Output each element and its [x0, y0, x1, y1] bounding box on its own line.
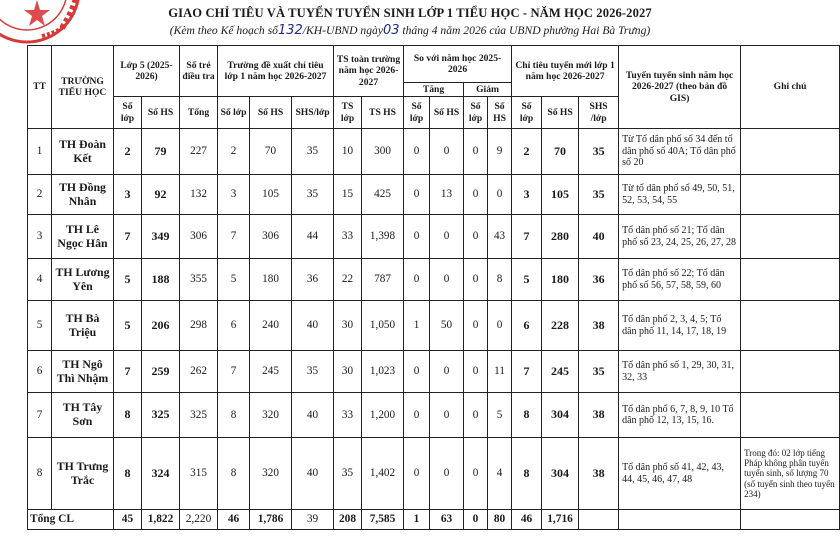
- sub-header-cell: Số lớp: [404, 97, 430, 129]
- cell-tt: 6: [28, 351, 52, 393]
- cell-note: [741, 259, 840, 301]
- cell-cls: 3: [114, 175, 142, 215]
- cell-tt: 7: [28, 393, 52, 438]
- cell-inc-cls: 0: [404, 175, 430, 215]
- cell-hs: 324: [142, 438, 180, 510]
- cell-inc-hs: 0: [430, 393, 464, 438]
- total-cell-t-shs: [579, 510, 619, 530]
- enrollment-table: [27, 45, 840, 530]
- total-cell-t-cls: 46: [512, 510, 542, 530]
- cell-t-hs: 304: [542, 438, 579, 510]
- cell-hs: 92: [142, 175, 180, 215]
- cell-tt: 2: [28, 175, 52, 215]
- cell-inc-cls: 0: [404, 438, 430, 510]
- cell-inc-cls: 0: [404, 393, 430, 438]
- col-note: Ghi chú: [741, 46, 840, 129]
- sub-header-cell: Số HS: [430, 97, 464, 129]
- cell-inc-cls: 0: [404, 259, 430, 301]
- table-row: [28, 129, 840, 175]
- cell-school: TH Lương Yên: [52, 259, 114, 301]
- sub-header-cell: Số HS: [542, 97, 579, 129]
- total-cell-p-shs: 39: [292, 510, 334, 530]
- cell-inc-cls: 0: [404, 215, 430, 259]
- cell-area: Tổ dân phố số 41, 42, 43, 44, 45, 46, 47, 48: [619, 438, 741, 510]
- cell-p-cls: 3: [218, 175, 250, 215]
- table-row: [28, 438, 840, 510]
- cell-p-hs: 105: [250, 175, 292, 215]
- total-label: Tổng CL: [28, 510, 114, 530]
- cell-cls: 7: [114, 215, 142, 259]
- cell-school: TH Bà Triệu: [52, 301, 114, 351]
- total-cell-ts-hs: 7,585: [362, 510, 404, 530]
- col-school: TRƯỜNG TIỂU HỌC: [52, 46, 114, 129]
- cell-survey: 132: [180, 175, 218, 215]
- cell-t-hs: 70: [542, 129, 579, 175]
- cell-p-hs: 320: [250, 393, 292, 438]
- cell-dec-cls: 0: [464, 129, 488, 175]
- cell-survey: 315: [180, 438, 218, 510]
- cell-ts-hs: 1,402: [362, 438, 404, 510]
- cell-ts-cls: 10: [334, 129, 362, 175]
- sub-header-cell: Số HS: [142, 97, 180, 129]
- cell-t-shs: 40: [579, 215, 619, 259]
- cell-note: [741, 215, 840, 259]
- cell-hs: 259: [142, 351, 180, 393]
- cell-dec-hs: 5: [488, 393, 512, 438]
- cell-ts-cls: 33: [334, 215, 362, 259]
- col-compare-decrease: Giảm: [464, 83, 512, 97]
- cell-dec-hs: 0: [488, 301, 512, 351]
- subtitle-prefix: (Kèm theo Kế hoạch số: [169, 24, 278, 37]
- cell-t-cls: 8: [512, 438, 542, 510]
- cell-p-shs: 40: [292, 438, 334, 510]
- cell-inc-hs: 0: [430, 438, 464, 510]
- cell-survey: 298: [180, 301, 218, 351]
- cell-t-shs: 35: [579, 351, 619, 393]
- cell-t-hs: 245: [542, 351, 579, 393]
- cell-ts-cls: 30: [334, 351, 362, 393]
- cell-cls: 5: [114, 301, 142, 351]
- cell-ts-hs: 1,398: [362, 215, 404, 259]
- table-row: [28, 259, 840, 301]
- table-row: [28, 301, 840, 351]
- cell-note: [741, 393, 840, 438]
- cell-area: Từ tổ dân phố số 49, 50, 51, 52, 53, 54, 55: [619, 175, 741, 215]
- handwritten-day: 03: [382, 23, 400, 38]
- cell-ts-hs: 300: [362, 129, 404, 175]
- cell-inc-hs: 13: [430, 175, 464, 215]
- cell-t-shs: 38: [579, 393, 619, 438]
- subtitle-middle: /KH-UBND ngày: [302, 24, 383, 37]
- cell-ts-hs: 1,200: [362, 393, 404, 438]
- cell-survey: 325: [180, 393, 218, 438]
- cell-inc-cls: 0: [404, 129, 430, 175]
- cell-p-shs: 40: [292, 393, 334, 438]
- cell-dec-cls: 0: [464, 175, 488, 215]
- total-cell-inc-cls: 1: [404, 510, 430, 530]
- total-cell-hs: 1,822: [142, 510, 180, 530]
- cell-note: Trong đó: 02 lớp tiếng Pháp không phân tuyến tuyển sinh, số lượng 70 (số tuyển sinh theo tuyến 234): [741, 438, 840, 510]
- cell-ts-cls: 33: [334, 393, 362, 438]
- table-row: [28, 215, 840, 259]
- cell-school: TH Lê Ngọc Hân: [52, 215, 114, 259]
- cell-p-shs: 35: [292, 351, 334, 393]
- cell-tt: 3: [28, 215, 52, 259]
- col-compare-increase: Tăng: [404, 83, 464, 97]
- subtitle-suffix: tháng 4 năm 2026 của UBND phường Hai Bà Trưng): [399, 24, 651, 37]
- total-cell-dec-hs: 80: [488, 510, 512, 530]
- cell-dec-hs: 9: [488, 129, 512, 175]
- cell-ts-hs: 425: [362, 175, 404, 215]
- cell-cls: 5: [114, 259, 142, 301]
- cell-t-cls: 7: [512, 351, 542, 393]
- total-cell-survey: 2,220: [180, 510, 218, 530]
- cell-t-cls: 3: [512, 175, 542, 215]
- cell-inc-hs: 0: [430, 351, 464, 393]
- cell-t-hs: 280: [542, 215, 579, 259]
- sub-header-cell: Số HS: [250, 97, 292, 129]
- cell-tt: 8: [28, 438, 52, 510]
- cell-ts-cls: 30: [334, 301, 362, 351]
- sub-header-cell: TS lớp: [334, 97, 362, 129]
- cell-t-hs: 180: [542, 259, 579, 301]
- cell-ts-hs: 787: [362, 259, 404, 301]
- cell-cls: 7: [114, 351, 142, 393]
- cell-inc-cls: 0: [404, 351, 430, 393]
- document-header: [0, 6, 820, 38]
- cell-inc-hs: 0: [430, 215, 464, 259]
- cell-p-shs: 36: [292, 259, 334, 301]
- cell-ts-cls: 35: [334, 438, 362, 510]
- cell-t-shs: 38: [579, 301, 619, 351]
- cell-note: [741, 301, 840, 351]
- cell-p-hs: 70: [250, 129, 292, 175]
- total-cell-ts-cls: 208: [334, 510, 362, 530]
- cell-p-hs: 240: [250, 301, 292, 351]
- cell-t-shs: 36: [579, 259, 619, 301]
- sub-header-cell: SHS/lớp: [292, 97, 334, 129]
- table-row: [28, 351, 840, 393]
- cell-school: TH Tây Sơn: [52, 393, 114, 438]
- cell-t-cls: 5: [512, 259, 542, 301]
- cell-area: Từ Tổ dân phố số 34 đến tổ dân phố số 40A; Tổ dân phố số 20: [619, 129, 741, 175]
- cell-survey: 262: [180, 351, 218, 393]
- cell-ts-hs: 1,023: [362, 351, 404, 393]
- cell-t-cls: 2: [512, 129, 542, 175]
- cell-dec-cls: 0: [464, 215, 488, 259]
- cell-school: TH Đoàn Kết: [52, 129, 114, 175]
- sub-header-cell: Số lớp: [464, 97, 488, 129]
- table-row: [28, 393, 840, 438]
- cell-ts-hs: 1,050: [362, 301, 404, 351]
- sub-header-cell: Số lớp: [512, 97, 542, 129]
- cell-t-cls: 6: [512, 301, 542, 351]
- col-proposed: Trường đề xuất chỉ tiêu lớp 1 năm học 2026-2027: [218, 46, 334, 97]
- cell-school: TH Đồng Nhân: [52, 175, 114, 215]
- cell-inc-cls: 1: [404, 301, 430, 351]
- cell-note: [741, 129, 840, 175]
- cell-dec-cls: 0: [464, 301, 488, 351]
- cell-inc-hs: 50: [430, 301, 464, 351]
- col-current-classes: Lớp 5 (2025-2026): [114, 46, 180, 97]
- cell-dec-hs: 11: [488, 351, 512, 393]
- cell-p-cls: 8: [218, 438, 250, 510]
- cell-p-cls: 5: [218, 259, 250, 301]
- cell-inc-hs: 0: [430, 129, 464, 175]
- cell-area: Tổ dân phố số 22; Tổ dân phố số 56, 57, 58, 59, 60: [619, 259, 741, 301]
- col-target: Chỉ tiêu tuyển mới lớp 1 năm học 2026-2027: [512, 46, 619, 97]
- col-tt: TT: [28, 46, 52, 129]
- sub-header-cell: Tổng: [180, 97, 218, 129]
- cell-p-hs: 320: [250, 438, 292, 510]
- sub-header-cell: Số HS: [488, 97, 512, 129]
- cell-area: Tổ dân phố 6, 7, 8, 9, 10 Tổ dân phố 12, 13, 15, 16.: [619, 393, 741, 438]
- cell-dec-hs: 4: [488, 438, 512, 510]
- cell-p-shs: 35: [292, 129, 334, 175]
- cell-note: [741, 351, 840, 393]
- total-cell-note: [741, 510, 840, 530]
- cell-p-cls: 6: [218, 301, 250, 351]
- cell-tt: 5: [28, 301, 52, 351]
- cell-p-cls: 2: [218, 129, 250, 175]
- cell-t-shs: 35: [579, 175, 619, 215]
- cell-hs: 206: [142, 301, 180, 351]
- cell-hs: 188: [142, 259, 180, 301]
- total-cell-p-hs: 1,786: [250, 510, 292, 530]
- cell-dec-cls: 0: [464, 259, 488, 301]
- total-cell-inc-hs: 63: [430, 510, 464, 530]
- sub-header-cell: TS HS: [362, 97, 404, 129]
- document-subtitle: [0, 23, 820, 38]
- cell-t-hs: 304: [542, 393, 579, 438]
- cell-tt: 4: [28, 259, 52, 301]
- cell-survey: 306: [180, 215, 218, 259]
- col-compare: So với năm học 2025-2026: [404, 46, 512, 83]
- cell-p-cls: 8: [218, 393, 250, 438]
- cell-school: TH Trưng Trắc: [52, 438, 114, 510]
- cell-area: Tổ dân phố số 1, 29, 30, 31, 32, 33: [619, 351, 741, 393]
- cell-inc-hs: 0: [430, 259, 464, 301]
- cell-p-hs: 180: [250, 259, 292, 301]
- cell-p-hs: 245: [250, 351, 292, 393]
- sub-header-cell: Số lớp: [218, 97, 250, 129]
- cell-t-shs: 35: [579, 129, 619, 175]
- table-row: [28, 175, 840, 215]
- cell-dec-cls: 0: [464, 351, 488, 393]
- cell-cls: 8: [114, 438, 142, 510]
- total-cell-p-cls: 46: [218, 510, 250, 530]
- cell-p-shs: 40: [292, 301, 334, 351]
- cell-p-shs: 35: [292, 175, 334, 215]
- total-cell-cls: 45: [114, 510, 142, 530]
- total-row: [28, 510, 840, 530]
- cell-p-shs: 44: [292, 215, 334, 259]
- handwritten-plan-number: 132: [277, 23, 303, 38]
- col-admission-area: Tuyến tuyển sinh năm học 2026-2027 (theo bản đồ GIS): [619, 46, 741, 129]
- sub-header-cell: SHS /lớp: [579, 97, 619, 129]
- col-total-school: TS toàn trường năm học 2026-2027: [334, 46, 404, 97]
- cell-area: Tổ dân phố số 21; Tổ dân phố số 23, 24, 25, 26, 27, 28: [619, 215, 741, 259]
- cell-t-cls: 7: [512, 215, 542, 259]
- cell-t-shs: 38: [579, 438, 619, 510]
- cell-cls: 2: [114, 129, 142, 175]
- document-title: GIAO CHỈ TIÊU VÀ TUYỂN TUYỂN SINH LỚP 1 TIỂU HỌC - NĂM HỌC 2026-2027: [168, 6, 652, 20]
- cell-area: Tổ dân phố 2, 3, 4, 5; Tổ dân phố 11, 14, 17, 18, 19: [619, 301, 741, 351]
- cell-hs: 325: [142, 393, 180, 438]
- cell-survey: 227: [180, 129, 218, 175]
- cell-hs: 349: [142, 215, 180, 259]
- total-cell-t-hs: 1,716: [542, 510, 579, 530]
- sub-header-cell: Số lớp: [114, 97, 142, 129]
- cell-t-cls: 8: [512, 393, 542, 438]
- cell-note: [741, 175, 840, 215]
- cell-p-hs: 306: [250, 215, 292, 259]
- cell-tt: 1: [28, 129, 52, 175]
- cell-ts-cls: 15: [334, 175, 362, 215]
- cell-dec-hs: 8: [488, 259, 512, 301]
- cell-t-hs: 228: [542, 301, 579, 351]
- cell-dec-cls: 0: [464, 393, 488, 438]
- total-cell-dec-cls: 0: [464, 510, 488, 530]
- cell-dec-hs: 43: [488, 215, 512, 259]
- cell-ts-cls: 22: [334, 259, 362, 301]
- cell-hs: 79: [142, 129, 180, 175]
- cell-cls: 8: [114, 393, 142, 438]
- cell-t-hs: 105: [542, 175, 579, 215]
- cell-school: TH Ngô Thì Nhậm: [52, 351, 114, 393]
- total-cell-area: [619, 510, 741, 530]
- cell-dec-cls: 0: [464, 438, 488, 510]
- cell-p-cls: 7: [218, 351, 250, 393]
- col-surveyed: Số trẻ điều tra: [180, 46, 218, 97]
- cell-p-cls: 7: [218, 215, 250, 259]
- cell-dec-hs: 0: [488, 175, 512, 215]
- cell-survey: 355: [180, 259, 218, 301]
